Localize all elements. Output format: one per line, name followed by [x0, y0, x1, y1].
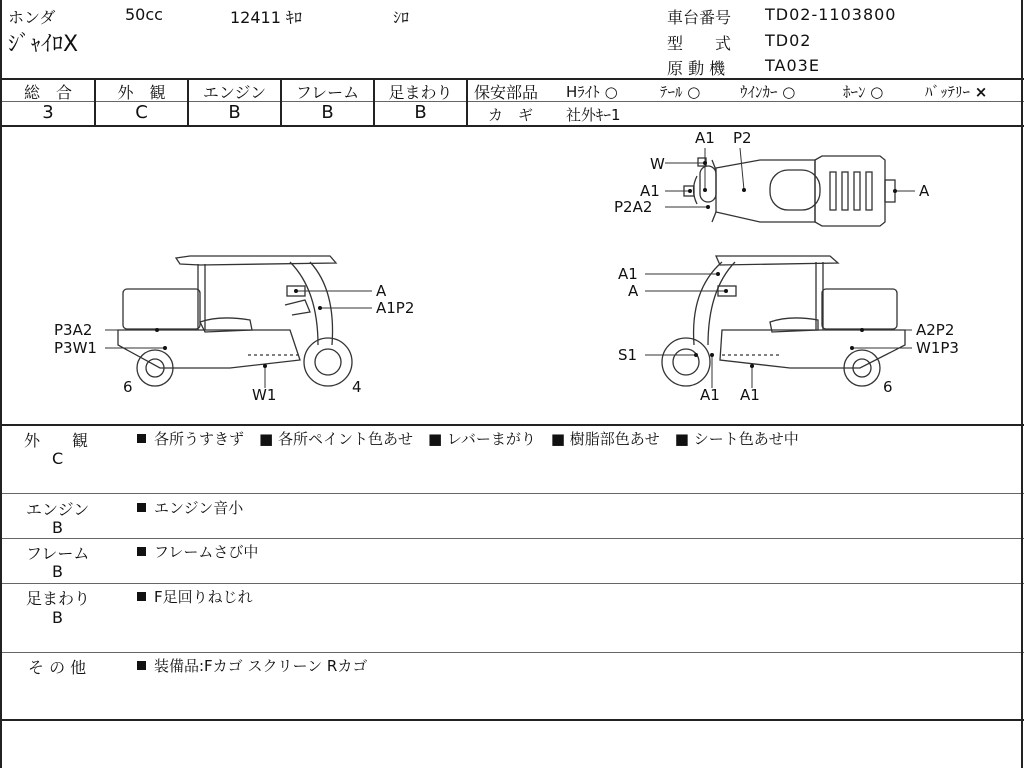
top-view-scooter	[684, 156, 895, 226]
diagram-label: 6	[883, 378, 893, 396]
frame-number-value: TD02-1103800	[765, 5, 897, 24]
diagram-label: 4	[352, 378, 362, 396]
remark-text-suspension: F足回りねじれ	[137, 586, 253, 607]
safety-item-battery: ﾊﾞｯﾃﾘｰ ×	[925, 83, 988, 101]
remark-text-engine: エンジン音小	[137, 497, 243, 518]
diagram-label: A1P2	[376, 299, 415, 317]
remark-label-other: そ の 他	[28, 658, 87, 677]
remark-label-exterior: 外 観	[24, 431, 89, 450]
model-type-label: 型 式	[667, 34, 732, 53]
safety-item-headlight: Hﾗｲﾄ ○	[566, 83, 618, 101]
diagram-label: P2A2	[614, 198, 653, 216]
diagram-label: A2P2	[916, 321, 955, 339]
key-label: カ ギ	[488, 106, 534, 124]
safety-item-tail: ﾃｰﾙ ○	[660, 83, 701, 101]
exterior-grade-value: C	[135, 102, 148, 123]
diagram-label: W1P3	[916, 339, 959, 357]
diagram-label: W	[650, 155, 665, 173]
frame-number-label: 車台番号	[667, 8, 732, 27]
diagram-label: 6	[123, 378, 133, 396]
safety-item-winker: ｳｲﾝｶｰ ○	[740, 83, 796, 101]
frame-grade-label: フレーム	[295, 83, 360, 102]
diagram-label: A	[376, 282, 387, 300]
overall-grade-value: 3	[42, 102, 54, 123]
remark-text-frame: フレームさび中	[137, 541, 258, 562]
mileage: 12411 ｷﾛ	[230, 8, 302, 27]
remark-label-engine: エンジン	[26, 500, 90, 519]
left-side-scooter	[118, 256, 352, 386]
exterior-grade-label: 外 観	[117, 83, 166, 102]
remark-label-frame: フレーム	[26, 544, 90, 563]
engine-grade-label: エンジン	[202, 83, 267, 102]
diagram-label: A1	[740, 386, 760, 404]
remark-label-suspension: 足まわり	[26, 589, 91, 608]
suspension-grade-value: B	[414, 102, 427, 123]
diagram-label: P3W1	[54, 339, 97, 357]
diagram-label: A1	[695, 129, 715, 147]
overall-grade-label: 総 合	[23, 83, 72, 102]
diagram-label: A	[628, 282, 639, 300]
safety-item-horn: ﾎｰﾝ ○	[843, 83, 884, 101]
engine-type-value: TA03E	[765, 56, 820, 75]
engine-grade-value: B	[228, 102, 241, 123]
diagram-label: A1	[618, 265, 638, 283]
frame-grade-value: B	[321, 102, 334, 123]
maker-name: ホンダ	[8, 8, 56, 27]
diagram-label: A1	[640, 182, 660, 200]
diagram-label: P2	[733, 129, 752, 147]
diagram-label: A1	[700, 386, 720, 404]
remark-grade-engine: B	[52, 518, 63, 537]
model-type-value: TD02	[765, 31, 812, 50]
remark-grade-suspension: B	[52, 608, 63, 627]
remark-text-other: 装備品:Fカゴ スクリーン Rカゴ	[137, 655, 367, 676]
suspension-grade-label: 足まわり	[388, 83, 453, 102]
right-side-scooter	[662, 256, 905, 386]
diagram-label: A	[919, 182, 930, 200]
displacement: 50cc	[125, 5, 163, 24]
engine-type-label: 原 動 機	[667, 59, 726, 78]
diagram-label: W1	[252, 386, 277, 404]
diagram-label: S1	[618, 346, 638, 364]
key-value: 社外ｷｰ1	[566, 106, 621, 124]
diagram-label: P3A2	[54, 321, 93, 339]
remark-grade-exterior: C	[52, 449, 64, 468]
remark-text-exterior: 各所うすきず ■ 各所ペイント色あせ ■ レバーまがり ■ 樹脂部色あせ ■ シート色あせ中	[137, 428, 799, 449]
remark-grade-frame: B	[52, 562, 63, 581]
vehicle-color: ｼﾛ	[393, 8, 410, 27]
safety-parts-label: 保安部品	[474, 83, 539, 102]
model-name: ｼﾞｬｲﾛX	[8, 32, 79, 57]
